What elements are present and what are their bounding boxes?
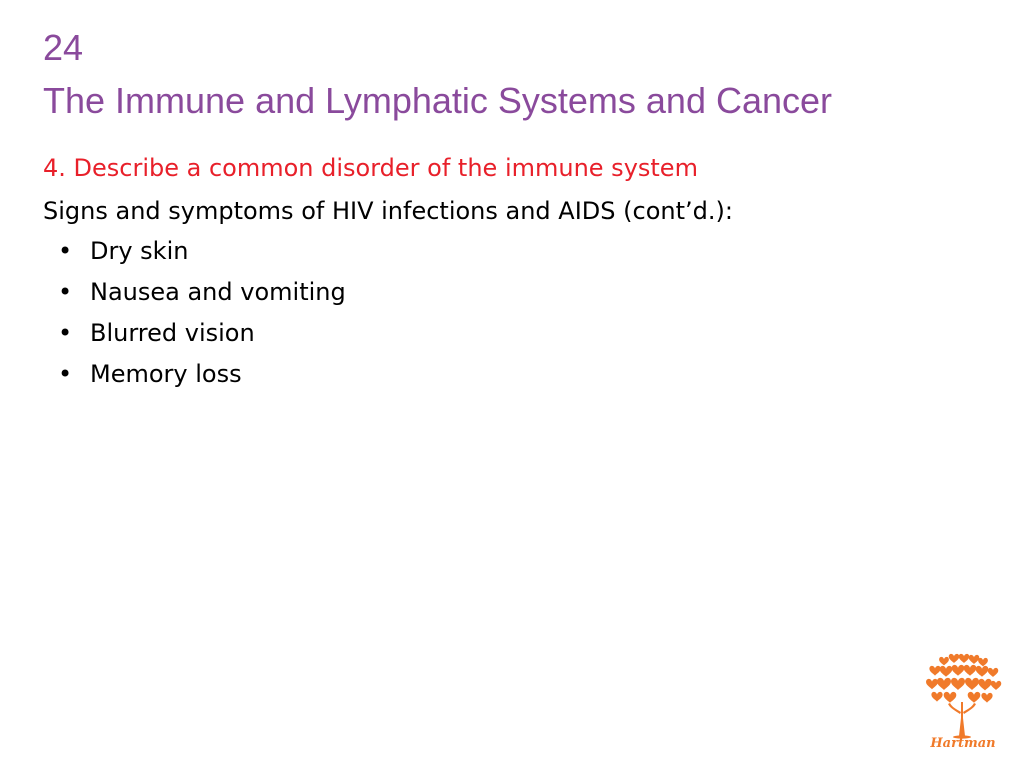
bullet-text: Nausea and vomiting <box>90 278 346 306</box>
bullet-text: Blurred vision <box>90 319 255 347</box>
bullet-item <box>58 236 346 277</box>
chapter-number: 24 <box>43 27 84 68</box>
bullet-dot: • <box>58 360 73 388</box>
chapter-title: The Immune and Lymphatic Systems and Cancer <box>43 80 833 121</box>
bullet-dot: • <box>58 319 73 347</box>
bullet-item <box>58 318 346 359</box>
bullet-text: Memory loss <box>90 360 242 388</box>
bullet-item <box>58 359 346 400</box>
bullet-dot: • <box>58 278 73 306</box>
bullet-list <box>58 236 346 400</box>
bullet-dot: • <box>58 237 73 265</box>
bullet-item <box>58 277 346 318</box>
learning-objective: 4. Describe a common disorder of the immune system <box>43 154 698 182</box>
logo-wordmark: Hartman <box>930 736 996 751</box>
bullet-intro: Signs and symptoms of HIV infections and AIDS (cont’d.): <box>43 197 733 225</box>
bullet-text: Dry skin <box>90 237 189 265</box>
